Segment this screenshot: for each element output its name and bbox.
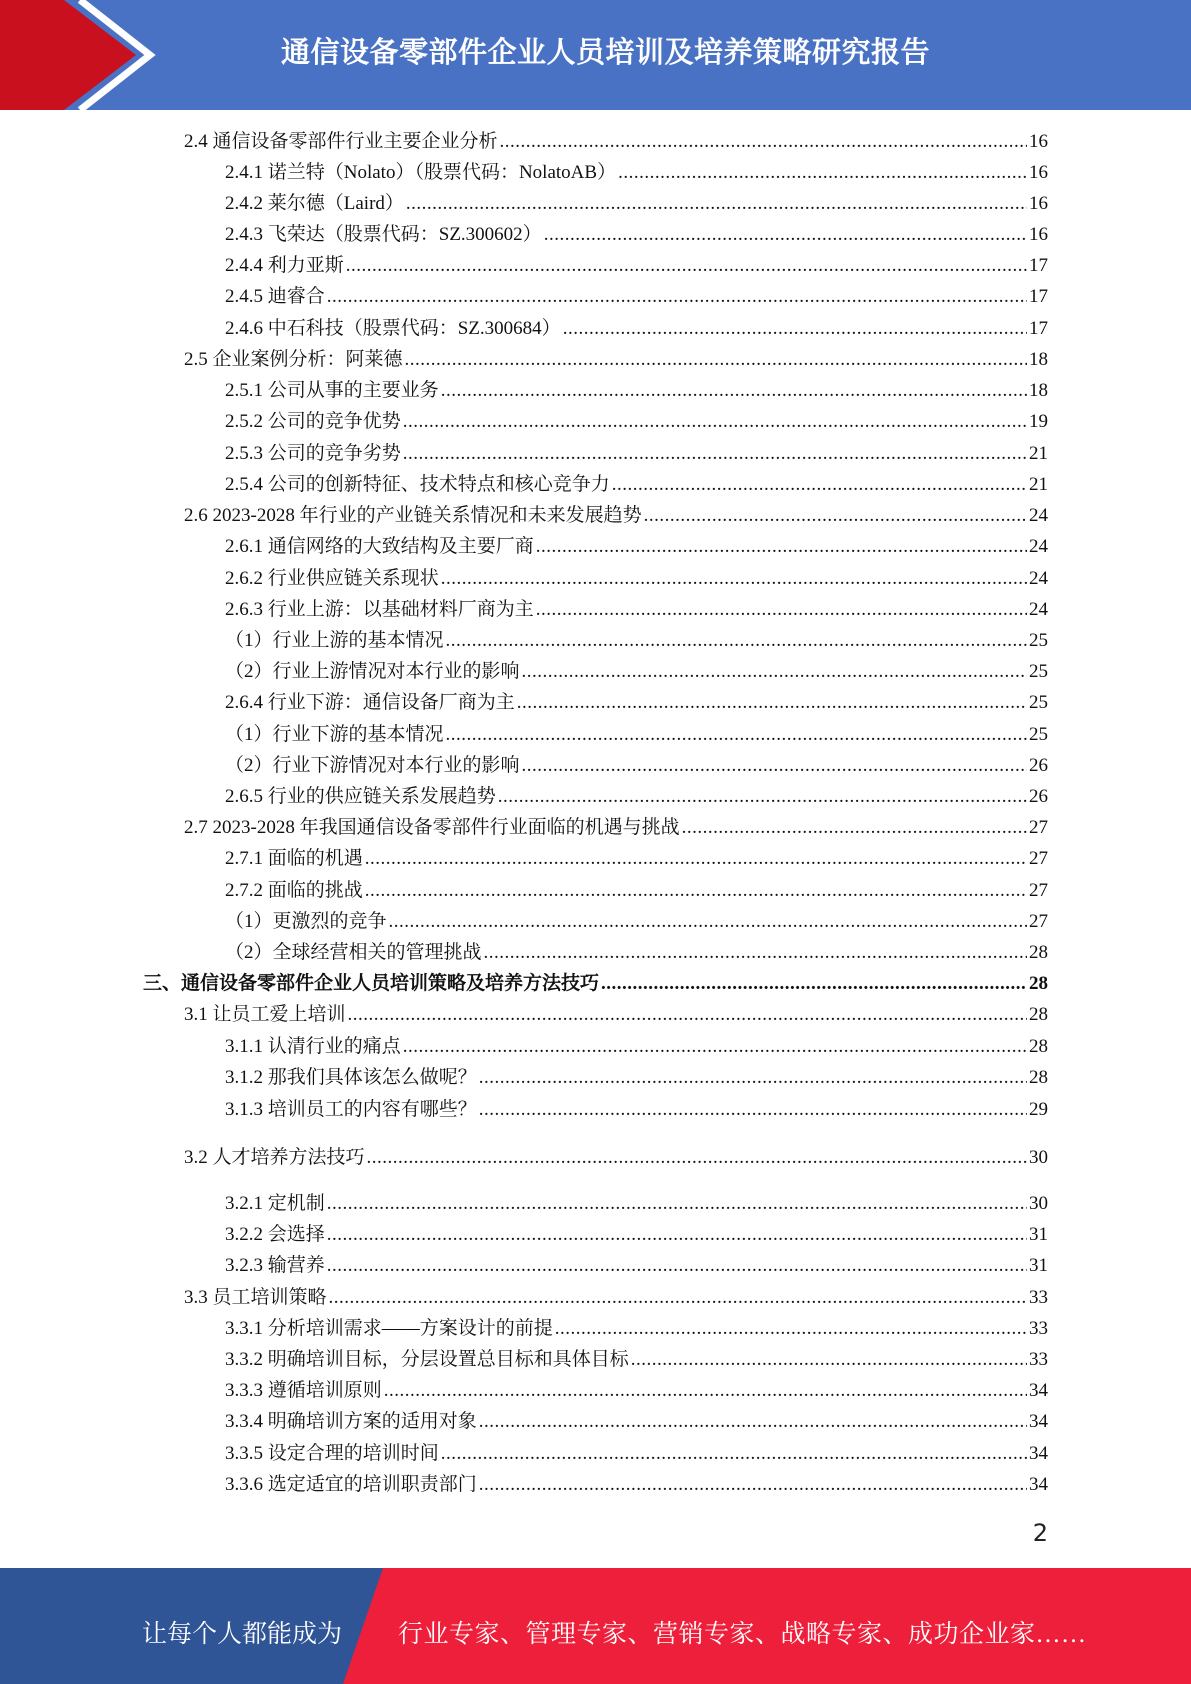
toc-entry-page: 16 bbox=[1029, 162, 1048, 183]
toc-entry-page: 31 bbox=[1029, 1255, 1048, 1276]
toc-entry-label: 3.1 让员工爱上培训 bbox=[184, 1004, 346, 1025]
toc-leader-dots bbox=[327, 1221, 1027, 1249]
toc-entry[interactable] bbox=[225, 1408, 1048, 1436]
toc-entry-label: 2.6.2 行业供应链关系现状 bbox=[225, 568, 439, 589]
toc-leader-dots bbox=[484, 939, 1027, 967]
toc-entry-page: 33 bbox=[1029, 1349, 1048, 1370]
footer-slogan-right: 行业专家、管理专家、营销专家、战略专家、成功企业家…… bbox=[398, 1621, 1087, 1648]
toc-entry-label: （1）行业上游的基本情况 bbox=[225, 630, 444, 651]
toc-leader-dots bbox=[405, 346, 1027, 374]
page-footer bbox=[0, 1568, 1191, 1684]
toc-entry[interactable] bbox=[225, 221, 1048, 249]
toc-leader-dots bbox=[682, 814, 1027, 842]
toc-entry-page: 16 bbox=[1029, 131, 1048, 152]
toc-leader-dots bbox=[389, 908, 1027, 936]
toc-entry-label: 2.4.3 飞荣达（股票代码：SZ.300602） bbox=[225, 224, 542, 245]
toc-entry-label: 3.2.2 会选择 bbox=[225, 1224, 325, 1245]
toc-entry-label: （1）行业下游的基本情况 bbox=[225, 724, 444, 745]
toc-entry-label: 三、通信设备零部件企业人员培训策略及培养方法技巧 bbox=[143, 973, 600, 994]
toc-entry[interactable] bbox=[184, 1144, 1048, 1172]
toc-entry-label: 2.5.3 公司的竞争劣势 bbox=[225, 443, 401, 464]
toc-entry[interactable] bbox=[225, 159, 1048, 187]
toc-entry-page: 26 bbox=[1029, 786, 1048, 807]
toc-entry-page: 30 bbox=[1029, 1193, 1048, 1214]
footer-slogan-left: 让每个人都能成为 bbox=[142, 1621, 343, 1648]
toc-leader-dots bbox=[384, 1377, 1027, 1405]
toc-entry-label: 2.5.4 公司的创新特征、技术特点和核心竞争力 bbox=[225, 474, 610, 495]
toc-entry-page: 17 bbox=[1029, 318, 1048, 339]
toc-entry-page: 31 bbox=[1029, 1224, 1048, 1245]
toc-entry-label: 3.2 人才培养方法技巧 bbox=[184, 1147, 365, 1168]
toc-entry[interactable] bbox=[225, 252, 1048, 280]
toc-entry-page: 21 bbox=[1029, 443, 1048, 464]
toc-entry[interactable] bbox=[225, 1471, 1048, 1499]
toc-entry[interactable] bbox=[225, 877, 1048, 905]
toc-entry-label: （2）行业下游情况对本行业的影响 bbox=[225, 755, 520, 776]
toc-entry-label: 2.6 2023-2028 年行业的产业链关系情况和未来发展趋势 bbox=[184, 505, 642, 526]
toc-entry[interactable] bbox=[225, 190, 1048, 218]
toc-entry-label: 2.5 企业案例分析：阿莱德 bbox=[184, 349, 403, 370]
toc-entry-page: 34 bbox=[1029, 1380, 1048, 1401]
toc-entry[interactable] bbox=[184, 128, 1048, 156]
toc-leader-dots bbox=[618, 159, 1027, 187]
toc-entry-page: 16 bbox=[1029, 224, 1048, 245]
toc-entry-page: 25 bbox=[1029, 692, 1048, 713]
toc-entry-page: 18 bbox=[1029, 349, 1048, 370]
toc-entry-page: 28 bbox=[1029, 1036, 1048, 1057]
toc-entry[interactable] bbox=[225, 533, 1048, 561]
toc-entry[interactable] bbox=[225, 1033, 1048, 1061]
page-number: 2 bbox=[1032, 1519, 1048, 1547]
toc-entry[interactable] bbox=[225, 908, 1048, 936]
toc-entry-label: 3.1.3 培训员工的内容有哪些？ bbox=[225, 1099, 477, 1120]
toc-entry[interactable] bbox=[143, 970, 1048, 998]
toc-leader-dots bbox=[644, 502, 1027, 530]
toc-entry[interactable] bbox=[225, 408, 1048, 436]
toc-entry-page: 24 bbox=[1029, 505, 1048, 526]
toc-entry-page: 24 bbox=[1029, 599, 1048, 620]
toc-entry[interactable] bbox=[225, 627, 1048, 655]
toc-leader-dots bbox=[441, 565, 1027, 593]
toc-entry-page: 29 bbox=[1029, 1099, 1048, 1120]
toc-entry-page: 27 bbox=[1029, 848, 1048, 869]
toc-entry-page: 18 bbox=[1029, 380, 1048, 401]
toc-leader-dots bbox=[631, 1346, 1027, 1374]
toc-entry-page: 28 bbox=[1029, 942, 1048, 963]
toc-entry[interactable] bbox=[225, 315, 1048, 343]
toc-entry[interactable] bbox=[225, 1440, 1048, 1468]
toc-entry-label: 3.3.6 选定适宜的培训职责部门 bbox=[225, 1474, 477, 1495]
toc-entry-label: 2.4 通信设备零部件行业主要企业分析 bbox=[184, 131, 498, 152]
toc-entry-label: 2.6.1 通信网络的大致结构及主要厂商 bbox=[225, 536, 534, 557]
toc-leader-dots bbox=[441, 1440, 1027, 1468]
toc-entry[interactable] bbox=[184, 346, 1048, 374]
toc-leader-dots bbox=[536, 596, 1027, 624]
toc-entry-label: 3.3 员工培训策略 bbox=[184, 1287, 327, 1308]
toc-entry-label: 3.2.1 定机制 bbox=[225, 1193, 325, 1214]
toc-entry[interactable] bbox=[225, 1190, 1048, 1218]
toc-entry[interactable] bbox=[225, 565, 1048, 593]
toc-leader-dots bbox=[479, 1408, 1027, 1436]
toc-leader-dots bbox=[555, 1315, 1027, 1343]
toc-leader-dots bbox=[446, 721, 1027, 749]
toc-leader-dots bbox=[367, 1144, 1027, 1172]
toc-entry[interactable] bbox=[184, 502, 1048, 530]
toc-leader-dots bbox=[327, 1190, 1027, 1218]
toc-entry-label: 3.3.4 明确培训方案的适用对象 bbox=[225, 1411, 477, 1432]
toc-leader-dots bbox=[441, 377, 1027, 405]
toc-entry-page: 19 bbox=[1029, 411, 1048, 432]
toc-entry-label: 2.4.2 莱尔德（Laird） bbox=[225, 193, 404, 214]
toc-leader-dots bbox=[522, 658, 1027, 686]
toc-entry-page: 34 bbox=[1029, 1474, 1048, 1495]
toc-leader-dots bbox=[544, 221, 1027, 249]
toc-leader-dots bbox=[517, 689, 1027, 717]
toc-leader-dots bbox=[536, 533, 1027, 561]
toc-entry-page: 26 bbox=[1029, 755, 1048, 776]
toc-entry-label: 3.3.2 明确培训目标，分层设置总目标和具体目标 bbox=[225, 1349, 629, 1370]
toc-entry-label: 2.4.6 中石科技（股票代码：SZ.300684） bbox=[225, 318, 561, 339]
toc-entry-label: 2.7.1 面临的机遇 bbox=[225, 848, 363, 869]
toc-leader-dots bbox=[563, 315, 1027, 343]
toc-entry-label: 2.5.1 公司从事的主要业务 bbox=[225, 380, 439, 401]
toc-leader-dots bbox=[365, 877, 1027, 905]
toc-entry[interactable] bbox=[184, 1284, 1048, 1312]
toc-entry-label: 3.3.1 分析培训需求——方案设计的前提 bbox=[225, 1318, 553, 1339]
toc-entry-label: （2）全球经营相关的管理挑战 bbox=[225, 942, 482, 963]
toc-entry-label: 3.2.3 输营养 bbox=[225, 1255, 325, 1276]
toc-entry[interactable] bbox=[225, 783, 1048, 811]
toc-entry-page: 33 bbox=[1029, 1287, 1048, 1308]
toc-entry[interactable] bbox=[225, 1377, 1048, 1405]
toc-entry[interactable] bbox=[225, 752, 1048, 780]
toc-entry-label: 2.6.3 行业上游：以基础材料厂商为主 bbox=[225, 599, 534, 620]
toc-entry[interactable] bbox=[225, 377, 1048, 405]
toc-entry-page: 17 bbox=[1029, 286, 1048, 307]
toc-leader-dots bbox=[601, 970, 1027, 998]
toc-leader-dots bbox=[522, 752, 1027, 780]
toc-entry-label: 2.4.5 迪睿合 bbox=[225, 286, 325, 307]
toc-entry-label: （2）行业上游情况对本行业的影响 bbox=[225, 661, 520, 682]
toc-entry[interactable] bbox=[225, 1064, 1048, 1092]
toc-entry-label: 3.3.5 设定合理的培训时间 bbox=[225, 1443, 439, 1464]
toc-entry[interactable] bbox=[184, 1001, 1048, 1029]
toc-leader-dots bbox=[479, 1471, 1027, 1499]
toc-leader-dots bbox=[479, 1096, 1027, 1124]
toc-entry-page: 28 bbox=[1029, 1004, 1048, 1025]
toc-entry-page: 34 bbox=[1029, 1411, 1048, 1432]
report-title: 通信设备零部件企业人员培训及培养策略研究报告 bbox=[280, 35, 930, 69]
toc-leader-dots bbox=[329, 1284, 1027, 1312]
toc-entry-label: 3.3.3 遵循培训原则 bbox=[225, 1380, 382, 1401]
toc-entry[interactable] bbox=[225, 658, 1048, 686]
toc-entry-page: 24 bbox=[1029, 568, 1048, 589]
toc-entry-label: 2.6.5 行业的供应链关系发展趋势 bbox=[225, 786, 496, 807]
toc-leader-dots bbox=[327, 283, 1027, 311]
toc-leader-dots bbox=[346, 252, 1027, 280]
toc-entry-label: 3.1.1 认清行业的痛点 bbox=[225, 1036, 401, 1057]
toc-entry[interactable] bbox=[225, 1346, 1048, 1374]
toc-leader-dots bbox=[612, 471, 1027, 499]
toc-entry-label: 3.1.2 那我们具体该怎么做呢？ bbox=[225, 1067, 477, 1088]
toc-entry[interactable] bbox=[225, 845, 1048, 873]
toc-leader-dots bbox=[406, 190, 1027, 218]
toc-entry-page: 30 bbox=[1029, 1147, 1048, 1168]
toc-entry-page: 25 bbox=[1029, 630, 1048, 651]
toc-entry[interactable] bbox=[184, 814, 1048, 842]
toc-entry-label: 2.4.4 利力亚斯 bbox=[225, 255, 344, 276]
toc-entry-page: 33 bbox=[1029, 1318, 1048, 1339]
toc-entry-page: 27 bbox=[1029, 911, 1048, 932]
toc-entry[interactable] bbox=[225, 689, 1048, 717]
toc-leader-dots bbox=[327, 1252, 1027, 1280]
toc-entry-label: 2.6.4 行业下游：通信设备厂商为主 bbox=[225, 692, 515, 713]
toc-entry-label: 2.5.2 公司的竞争优势 bbox=[225, 411, 401, 432]
toc-leader-dots bbox=[500, 128, 1027, 156]
toc-entry-page: 28 bbox=[1029, 973, 1048, 994]
toc-entry-page: 34 bbox=[1029, 1443, 1048, 1464]
toc-entry[interactable] bbox=[225, 596, 1048, 624]
toc-leader-dots bbox=[446, 627, 1027, 655]
toc-entry-page: 17 bbox=[1029, 255, 1048, 276]
toc-entry-label: 2.7 2023-2028 年我国通信设备零部件行业面临的机遇与挑战 bbox=[184, 817, 680, 838]
toc-entry-page: 27 bbox=[1029, 880, 1048, 901]
toc-entry[interactable] bbox=[225, 721, 1048, 749]
toc-entry[interactable] bbox=[225, 471, 1048, 499]
toc-entry-page: 16 bbox=[1029, 193, 1048, 214]
toc-leader-dots bbox=[403, 1033, 1027, 1061]
toc-entry-label: 2.7.2 面临的挑战 bbox=[225, 880, 363, 901]
toc-entry-page: 24 bbox=[1029, 536, 1048, 557]
toc-entry[interactable] bbox=[225, 1221, 1048, 1249]
toc-entry[interactable] bbox=[225, 283, 1048, 311]
toc-entry[interactable] bbox=[225, 939, 1048, 967]
toc-leader-dots bbox=[348, 1001, 1027, 1029]
toc-leader-dots bbox=[365, 845, 1027, 873]
toc-entry-page: 25 bbox=[1029, 661, 1048, 682]
toc-entry-page: 21 bbox=[1029, 474, 1048, 495]
toc-leader-dots bbox=[403, 408, 1027, 436]
toc-entry-page: 28 bbox=[1029, 1067, 1048, 1088]
toc-entry[interactable] bbox=[225, 1252, 1048, 1280]
toc-entry-page: 27 bbox=[1029, 817, 1048, 838]
toc-entry[interactable] bbox=[225, 440, 1048, 468]
toc-entry-label: 2.4.1 诺兰特（Nolato）（股票代码：NolatoAB） bbox=[225, 162, 617, 183]
toc-leader-dots bbox=[479, 1064, 1027, 1092]
toc-entry[interactable] bbox=[225, 1315, 1048, 1343]
toc-entry-label: （1）更激烈的竞争 bbox=[225, 911, 387, 932]
toc-leader-dots bbox=[498, 783, 1027, 811]
toc-leader-dots bbox=[403, 440, 1027, 468]
toc-entry[interactable] bbox=[225, 1096, 1048, 1124]
toc-entry-page: 25 bbox=[1029, 724, 1048, 745]
